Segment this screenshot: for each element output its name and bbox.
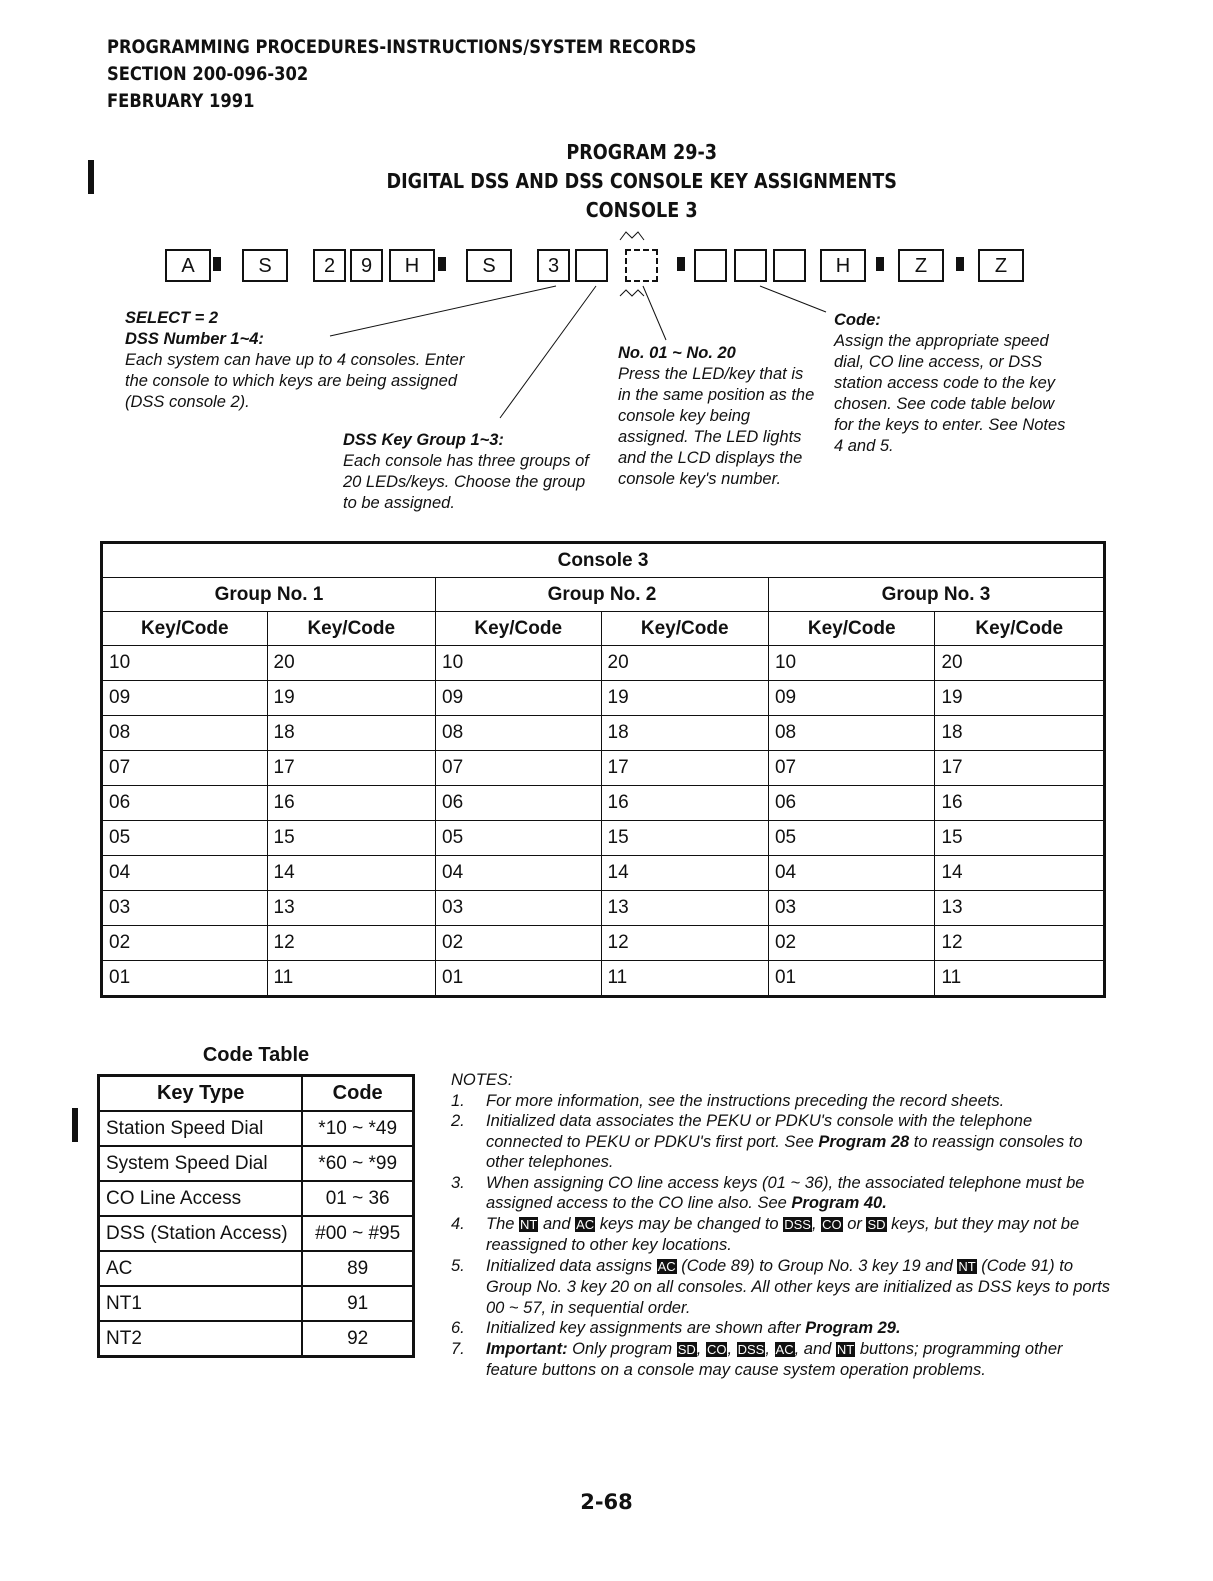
- key-code-cell: 01: [102, 961, 268, 997]
- code-table-row: [99, 1286, 414, 1321]
- co-key-tag: CO: [822, 1216, 842, 1232]
- key-code-cell: 05: [436, 821, 602, 856]
- led-number-text: Press the LED/key that is in the same position as the console key being assigned. The LED lights and the LCD displays the console key's number.: [618, 365, 815, 488]
- key-code-cell: 14: [601, 856, 768, 891]
- key-code-cell: 14: [267, 856, 435, 891]
- key-code-cell: 12: [935, 926, 1105, 961]
- table-row: [102, 716, 1105, 751]
- table-row: [102, 961, 1105, 997]
- code-table-row: [99, 1251, 414, 1286]
- note-5: 5. Initialized data assigns AC (Code 89) to Group No. 3 key 19 and NT (Code 91) to Group No. 3 key 20 on all consoles. All other keys are initialized as DSS keys to ports 00 ~ 57, in sequential order.: [451, 1256, 1110, 1317]
- code-cell: 89: [302, 1251, 413, 1286]
- key-type-cell: DSS (Station Access): [99, 1216, 303, 1251]
- code-table-row: [99, 1181, 414, 1216]
- code-table: [97, 1074, 415, 1358]
- key-code-cell: 06: [768, 786, 935, 821]
- key-code-cell: 03: [102, 891, 268, 926]
- table-row: [102, 926, 1105, 961]
- notes: [451, 1070, 1111, 1381]
- note-1: 1. For more information, see the instructions preceding the record sheets.: [451, 1091, 1005, 1110]
- note-2: 2. Initialized data associates the PEKU or PDKU's console with the telephone connected to PEKU or PDKU's first port. See Program 28 to reassign consoles to other telephones.: [451, 1112, 1083, 1171]
- key-box-s2: S: [466, 249, 512, 282]
- group-text: Each console has three groups of 20 LEDs/keys. Choose the group to be assigned.: [343, 452, 589, 512]
- code-table-row: [99, 1146, 414, 1181]
- key-code-cell: 20: [601, 646, 768, 681]
- code-table-row: [99, 1216, 414, 1251]
- key-code-cell: 17: [601, 751, 768, 786]
- key-code-cell: 19: [267, 681, 435, 716]
- sd-key-tag: SD: [677, 1341, 696, 1357]
- key-code-cell: 07: [436, 751, 602, 786]
- key-code-cell: 10: [768, 646, 935, 681]
- key-code-cell: 02: [102, 926, 268, 961]
- sd-key-tag: SD: [867, 1216, 886, 1232]
- code-table-title: Code Table: [202, 1044, 310, 1066]
- code-title: Code:: [834, 311, 881, 329]
- key-box-9: 9: [350, 249, 383, 282]
- code-annotation: [834, 310, 1074, 457]
- key-code-cell: 04: [436, 856, 602, 891]
- nt-key-tag: NT: [520, 1216, 538, 1232]
- dss-key-group-annotation: [343, 430, 598, 514]
- header-line-1: PROGRAMMING PROCEDURES-INSTRUCTIONS/SYSTEM RECORDS: [107, 36, 697, 58]
- key-code-cell: 09: [436, 681, 602, 716]
- key-code-cell: 20: [267, 646, 435, 681]
- key-code-cell: 05: [768, 821, 935, 856]
- notes-title: NOTES:: [451, 1071, 513, 1089]
- key-type-cell: AC: [99, 1251, 303, 1286]
- key-code-cell: 07: [102, 751, 268, 786]
- key-box-z2: Z: [978, 249, 1024, 282]
- key-box-h2: H: [820, 249, 866, 282]
- key-type-cell: System Speed Dial: [99, 1146, 303, 1181]
- ac-key-tag: AC: [775, 1341, 794, 1357]
- table-row: [102, 681, 1105, 716]
- nt-key-tag: NT: [836, 1341, 855, 1357]
- dss-number-title: DSS Number 1~4:: [125, 330, 264, 348]
- key-type-cell: CO Line Access: [99, 1181, 303, 1216]
- key-code-cell: 10: [436, 646, 602, 681]
- program-console: CONSOLE 3: [585, 198, 698, 222]
- table-row: [102, 751, 1105, 786]
- key-code-cell: 11: [935, 961, 1105, 997]
- key-code-cell: 12: [601, 926, 768, 961]
- key-code-cell: 17: [267, 751, 435, 786]
- note-7: 7. Important: Only program SD, CO, DSS, AC, and NT buttons; programming other feature buttons on a console may cause system operation problems.: [451, 1339, 1063, 1379]
- table-row: [102, 821, 1105, 856]
- key-code-cell: 13: [267, 891, 435, 926]
- header-line-3: FEBRUARY 1991: [107, 90, 255, 112]
- key-code-cell: 15: [935, 821, 1105, 856]
- key-code-cell: 15: [601, 821, 768, 856]
- dss-key-tag: DSS: [784, 1216, 811, 1232]
- key-box-z: Z: [898, 249, 944, 282]
- key-code-cell: 02: [436, 926, 602, 961]
- key-code-cell: 14: [935, 856, 1105, 891]
- group-title: DSS Key Group 1~3:: [343, 431, 504, 449]
- key-code-cell: 08: [102, 716, 268, 751]
- key-box-h: H: [389, 249, 435, 282]
- program-number: PROGRAM 29-3: [566, 140, 718, 164]
- nt-key-tag: NT: [958, 1258, 976, 1274]
- key-code-cell: 19: [935, 681, 1105, 716]
- header-line-2: SECTION 200-096-302: [107, 63, 309, 85]
- table-row: [102, 786, 1105, 821]
- leader-lines: [0, 0, 1213, 540]
- column-header: Key/Code: [935, 612, 1105, 646]
- key-code-cell: 13: [601, 891, 768, 926]
- key-code-cell: 17: [935, 751, 1105, 786]
- select-label: SELECT = 2: [125, 309, 219, 327]
- key-code-cell: 09: [102, 681, 268, 716]
- dss-key-tag: DSS: [737, 1341, 765, 1357]
- code-table-header-code: Code: [302, 1076, 413, 1112]
- group-2-header: Group No. 2: [436, 578, 769, 612]
- key-code-cell: 08: [768, 716, 935, 751]
- key-code-cell: 12: [267, 926, 435, 961]
- program-name: DIGITAL DSS AND DSS CONSOLE KEY ASSIGNMENTS: [386, 169, 897, 193]
- code-cell: 91: [302, 1286, 413, 1321]
- key-code-cell: 16: [601, 786, 768, 821]
- key-code-cell: 11: [601, 961, 768, 997]
- key-code-cell: 18: [601, 716, 768, 751]
- console-table-body: [102, 646, 1105, 997]
- note-4: 4. The NT and AC keys may be changed to DSS, CO or SD keys, but they may not be reassigned to other key locations.: [451, 1214, 1080, 1254]
- column-header: Key/Code: [768, 612, 935, 646]
- key-type-cell: Station Speed Dial: [99, 1111, 303, 1146]
- page-number: 2-68: [580, 1490, 633, 1514]
- code-cell: *60 ~ *99: [302, 1146, 413, 1181]
- key-code-cell: 16: [935, 786, 1105, 821]
- table-row: [102, 891, 1105, 926]
- table-row: [102, 646, 1105, 681]
- ac-key-tag: AC: [576, 1216, 595, 1232]
- note-3: 3. When assigning CO line access keys (01 ~ 36), the associated telephone must be assigned access to the CO line also. See Program 40.: [451, 1173, 1085, 1212]
- dss-number-text: Each system can have up to 4 consoles. Enter the console to which keys are being assigned (DSS console 2).: [125, 351, 465, 411]
- code-cell: 01 ~ 36: [302, 1181, 413, 1216]
- co-key-tag: CO: [706, 1341, 727, 1357]
- key-code-cell: 11: [267, 961, 435, 997]
- table-row: [102, 856, 1105, 891]
- key-code-cell: 16: [267, 786, 435, 821]
- key-code-cell: 05: [102, 821, 268, 856]
- code-cell: 92: [302, 1321, 413, 1357]
- key-code-cell: 10: [102, 646, 268, 681]
- console-key-table: [100, 541, 1106, 998]
- code-table-row: [99, 1111, 414, 1146]
- column-header: Key/Code: [267, 612, 435, 646]
- key-code-cell: 02: [768, 926, 935, 961]
- code-table-body: [99, 1111, 414, 1357]
- key-code-cell: 08: [436, 716, 602, 751]
- code-text: Assign the appropriate speed dial, CO line access, or DSS station access code to the key chosen. See code table below for the keys to enter. See Notes 4 and 5.: [834, 332, 1066, 455]
- key-code-cell: 18: [935, 716, 1105, 751]
- key-code-cell: 04: [768, 856, 935, 891]
- key-box-2: 2: [313, 249, 346, 282]
- key-type-cell: NT1: [99, 1286, 303, 1321]
- key-code-cell: 04: [102, 856, 268, 891]
- code-table-header-key-type: Key Type: [99, 1076, 303, 1112]
- console-title: Console 3: [102, 543, 1105, 578]
- key-code-cell: 06: [102, 786, 268, 821]
- led-number-title: No. 01 ~ No. 20: [618, 344, 736, 362]
- code-cell: *10 ~ *49: [302, 1111, 413, 1146]
- column-header: Key/Code: [601, 612, 768, 646]
- group-3-header: Group No. 3: [768, 578, 1104, 612]
- key-box-3: 3: [537, 249, 570, 282]
- code-cell: #00 ~ #95: [302, 1216, 413, 1251]
- key-code-cell: 03: [768, 891, 935, 926]
- key-type-cell: NT2: [99, 1321, 303, 1357]
- column-header: Key/Code: [102, 612, 268, 646]
- led-number-annotation: [618, 343, 820, 490]
- column-header: Key/Code: [436, 612, 602, 646]
- dss-number-annotation: [125, 308, 475, 413]
- key-code-cell: 09: [768, 681, 935, 716]
- key-code-cell: 13: [935, 891, 1105, 926]
- key-code-cell: 19: [601, 681, 768, 716]
- key-code-cell: 07: [768, 751, 935, 786]
- key-code-cell: 15: [267, 821, 435, 856]
- note-6: 6. Initialized key assignments are shown after Program 29.: [451, 1319, 901, 1337]
- key-code-cell: 20: [935, 646, 1105, 681]
- code-table-row: [99, 1321, 414, 1357]
- ac-key-tag: AC: [657, 1258, 676, 1274]
- revision-bar: [72, 1108, 78, 1142]
- key-code-cell: 06: [436, 786, 602, 821]
- key-code-cell: 01: [436, 961, 602, 997]
- key-box-s: S: [242, 249, 288, 282]
- key-box-a: A: [165, 249, 211, 282]
- key-code-cell: 18: [267, 716, 435, 751]
- key-code-cell: 01: [768, 961, 935, 997]
- key-code-cell: 03: [436, 891, 602, 926]
- group-1-header: Group No. 1: [102, 578, 436, 612]
